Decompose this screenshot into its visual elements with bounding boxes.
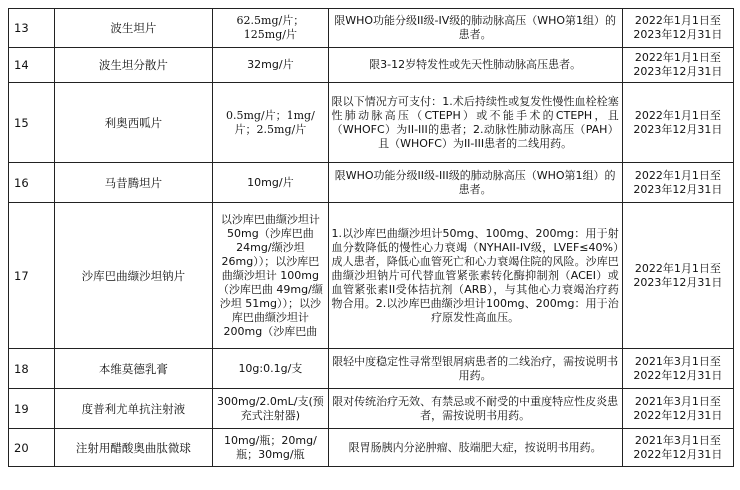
- table-row: [9, 83, 734, 163]
- payment-condition: 1.以沙库巴曲缬沙坦计50mg、100mg、200mg：用于射血分数降低的慢性心力衰竭（NYHAII-IV级，LVEF≤40%）成人患者，降低心血管死亡和心力衰竭住院的风险。沙库巴曲缬沙坦钠片可代替血管紧张素转化酶抑制剂（ACEI）或血管紧张素II受体拮抗剂（ARB），与其他心力衰竭治疗药物合用。2.以沙库巴曲缬沙坦计100mg、200mg：用于治疗原发性高血压。: [328, 203, 622, 349]
- drug-name: 度普利尤单抗注射液: [54, 389, 213, 429]
- validity-period: 2022年1月1日至2023年12月31日: [622, 48, 733, 83]
- row-number: 16: [9, 163, 55, 203]
- payment-condition: 限WHO功能分级II级-IV级的肺动脉高压（WHO第1组）的患者。: [328, 9, 622, 48]
- row-number: 18: [9, 349, 55, 389]
- row-number: 20: [9, 429, 55, 467]
- row-number: 17: [9, 203, 55, 349]
- dosage-spec: 300mg/2.0mL/支(预充式注射器): [213, 389, 328, 429]
- table-row: [9, 48, 734, 83]
- drug-name: 沙库巴曲缬沙坦钠片: [54, 203, 213, 349]
- validity-period: 2022年1月1日至2023年12月31日: [622, 163, 733, 203]
- table-row: [9, 163, 734, 203]
- validity-period: 2022年1月1日至2023年12月31日: [622, 83, 733, 163]
- row-number: 19: [9, 389, 55, 429]
- payment-condition: 限对传统治疗无效、有禁忌或不耐受的中重度特应性皮炎患者，需按说明书用药。: [328, 389, 622, 429]
- drug-name: 本维莫德乳膏: [54, 349, 213, 389]
- dosage-spec: 10mg/瓶；20mg/瓶；30mg/瓶: [213, 429, 328, 467]
- drug-name: 注射用醋酸奥曲肽微球: [54, 429, 213, 467]
- payment-condition: 限WHO功能分级II级-III级的肺动脉高压（WHO第1组）的患者。: [328, 163, 622, 203]
- validity-period: 2021年3月1日至2022年12月31日: [622, 349, 733, 389]
- dosage-spec: 10mg/片: [213, 163, 328, 203]
- drug-name: 马昔腾坦片: [54, 163, 213, 203]
- dosage-spec: 0.5mg/片；1mg/片；2.5mg/片: [213, 83, 328, 163]
- table-row: [9, 389, 734, 429]
- document-page: [8, 8, 734, 467]
- table-row: [9, 429, 734, 467]
- table-row: [9, 203, 734, 349]
- row-number: 13: [9, 9, 55, 48]
- validity-period: 2022年1月1日至2023年12月31日: [622, 203, 733, 349]
- dosage-spec: 62.5mg/片；125mg/片: [213, 9, 328, 48]
- validity-period: 2021年3月1日至2022年12月31日: [622, 389, 733, 429]
- payment-condition: 限以下情况方可支付：1.术后持续性或复发性慢性血栓栓塞性肺动脉高压（CTEPH）或不能手术的CTEPH，且（WHOFC）为II-III的患者；2.动脉性肺动脉高压（PAH）且（WHOFC）为II-III患者的二线用药。: [328, 83, 622, 163]
- dosage-spec: 以沙库巴曲缬沙坦计50mg（沙库巴曲24mg/缬沙坦26mg））；以沙库巴曲缬沙坦计 100mg（沙库巴曲 49mg/缬沙坦 51mg））；以沙库巴曲缬沙坦计200mg（沙库巴曲: [213, 203, 328, 349]
- row-number: 15: [9, 83, 55, 163]
- dosage-spec: 32mg/片: [213, 48, 328, 83]
- dosage-spec: 10g:0.1g/支: [213, 349, 328, 389]
- drug-name: 波生坦片: [54, 9, 213, 48]
- validity-period: 2022年1月1日至2023年12月31日: [622, 9, 733, 48]
- drug-name: 波生坦分散片: [54, 48, 213, 83]
- table-row: [9, 349, 734, 389]
- row-number: 14: [9, 48, 55, 83]
- table-row: [9, 9, 734, 48]
- drug-name: 利奥西呱片: [54, 83, 213, 163]
- drug-table: [8, 8, 734, 467]
- payment-condition: 限轻中度稳定性寻常型银屑病患者的二线治疗，需按说明书用药。: [328, 349, 622, 389]
- validity-period: 2021年3月1日至2022年12月31日: [622, 429, 733, 467]
- payment-condition: 限3-12岁特发性或先天性肺动脉高压患者。: [328, 48, 622, 83]
- payment-condition: 限胃肠胰内分泌肿瘤、肢端肥大症，按说明书用药。: [328, 429, 622, 467]
